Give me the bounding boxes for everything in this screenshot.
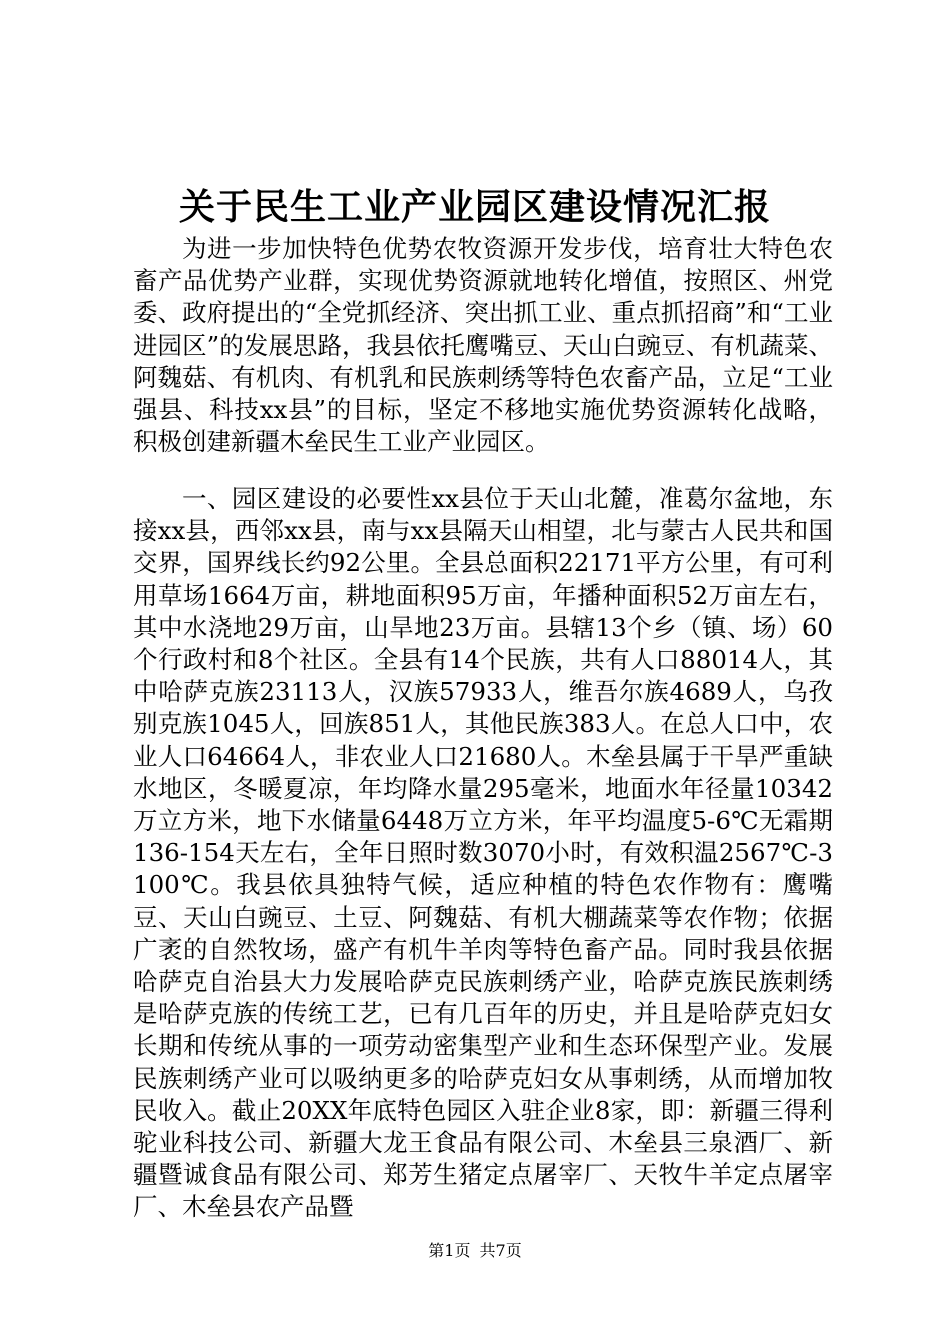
paragraph-section-one: 一、园区建设的必要性xx县位于天山北麓，准葛尔盆地，东接xx县，西邻xx县，南与xx县隔天山相望，北与蒙古人民共和国交界，国界线长约92公里。全县总面积22171平方公里，有可利用草场1664万亩，耕地面积95万亩，年播种面积52万亩左右，其中水浇地29万亩，山旱地23万亩。县辖13个乡（镇、场）60个行政村和8个社区。全县有14个民族，共有人口88014人，其中哈萨克族23113人，汉族57933人，维吾尔族4689人，乌孜别克族1045人，回族851人，其他民族383人。在总人口中，农业人口64664人，非农业人口21680人。木垒县属于干旱严重缺水地区，冬暖夏凉，年均降水量295毫米，地面水年径量10342万立方米，地下水储量6448万立方米，年平均温度5-6℃无霜期136-154天左右，全年日照时数3070小时，有效积温2567℃-3100℃。我县依具独特气候，适应种植的特色农作物有：鹰嘴豆、天山白豌豆、土豆、阿魏菇、有机大棚蔬菜等农作物；依据广袤的自然牧场，盛产有机牛羊肉等特色畜产品。同时我县依据哈萨克自治县大力发展哈萨克民族刺绣产业，哈萨克族民族刺绣是哈萨克族的传统工艺，已有几百年的历史，并且是哈萨克妇女长期和传统从事的一项劳动密集型产业和生态环保型产业。发展民族刺绣产业可以吸纳更多的哈萨克妇女从事刺绣，从而增加牧民收入。截止20XX年底特色园区入驻企业8家，即：新疆三得利驼业科技公司、新疆大龙王食品有限公司、木垒县三泉酒厂、新疆暨诚食品有限公司、郑芳生猪定点屠宰厂、天牧牛羊定点屠宰厂、木垒县农产品暨: [133, 484, 833, 1222]
page-footer: [0, 1240, 950, 1262]
page-number: 第1页: [428, 1241, 471, 1260]
page-total: 共7页: [479, 1241, 522, 1260]
paragraph-intro: 为进一步加快特色优势农牧资源开发步伐，培育壮大特色农畜产品优势产业群，实现优势资源就地转化增值，按照区、州党委、政府提出的“全党抓经济、突出抓工业、重点抓招商”和“工业进园区”的发展思路，我县依托鹰嘴豆、天山白豌豆、有机蔬菜、阿魏菇、有机肉、有机乳和民族刺绣等特色农畜产品，立足“工业强县、科技xx县”的目标，坚定不移地实施优势资源转化战略，积极创建新疆木垒民生工业产业园区。: [133, 234, 833, 457]
document-title: 关于民生工业产业园区建设情况汇报: [178, 186, 771, 228]
